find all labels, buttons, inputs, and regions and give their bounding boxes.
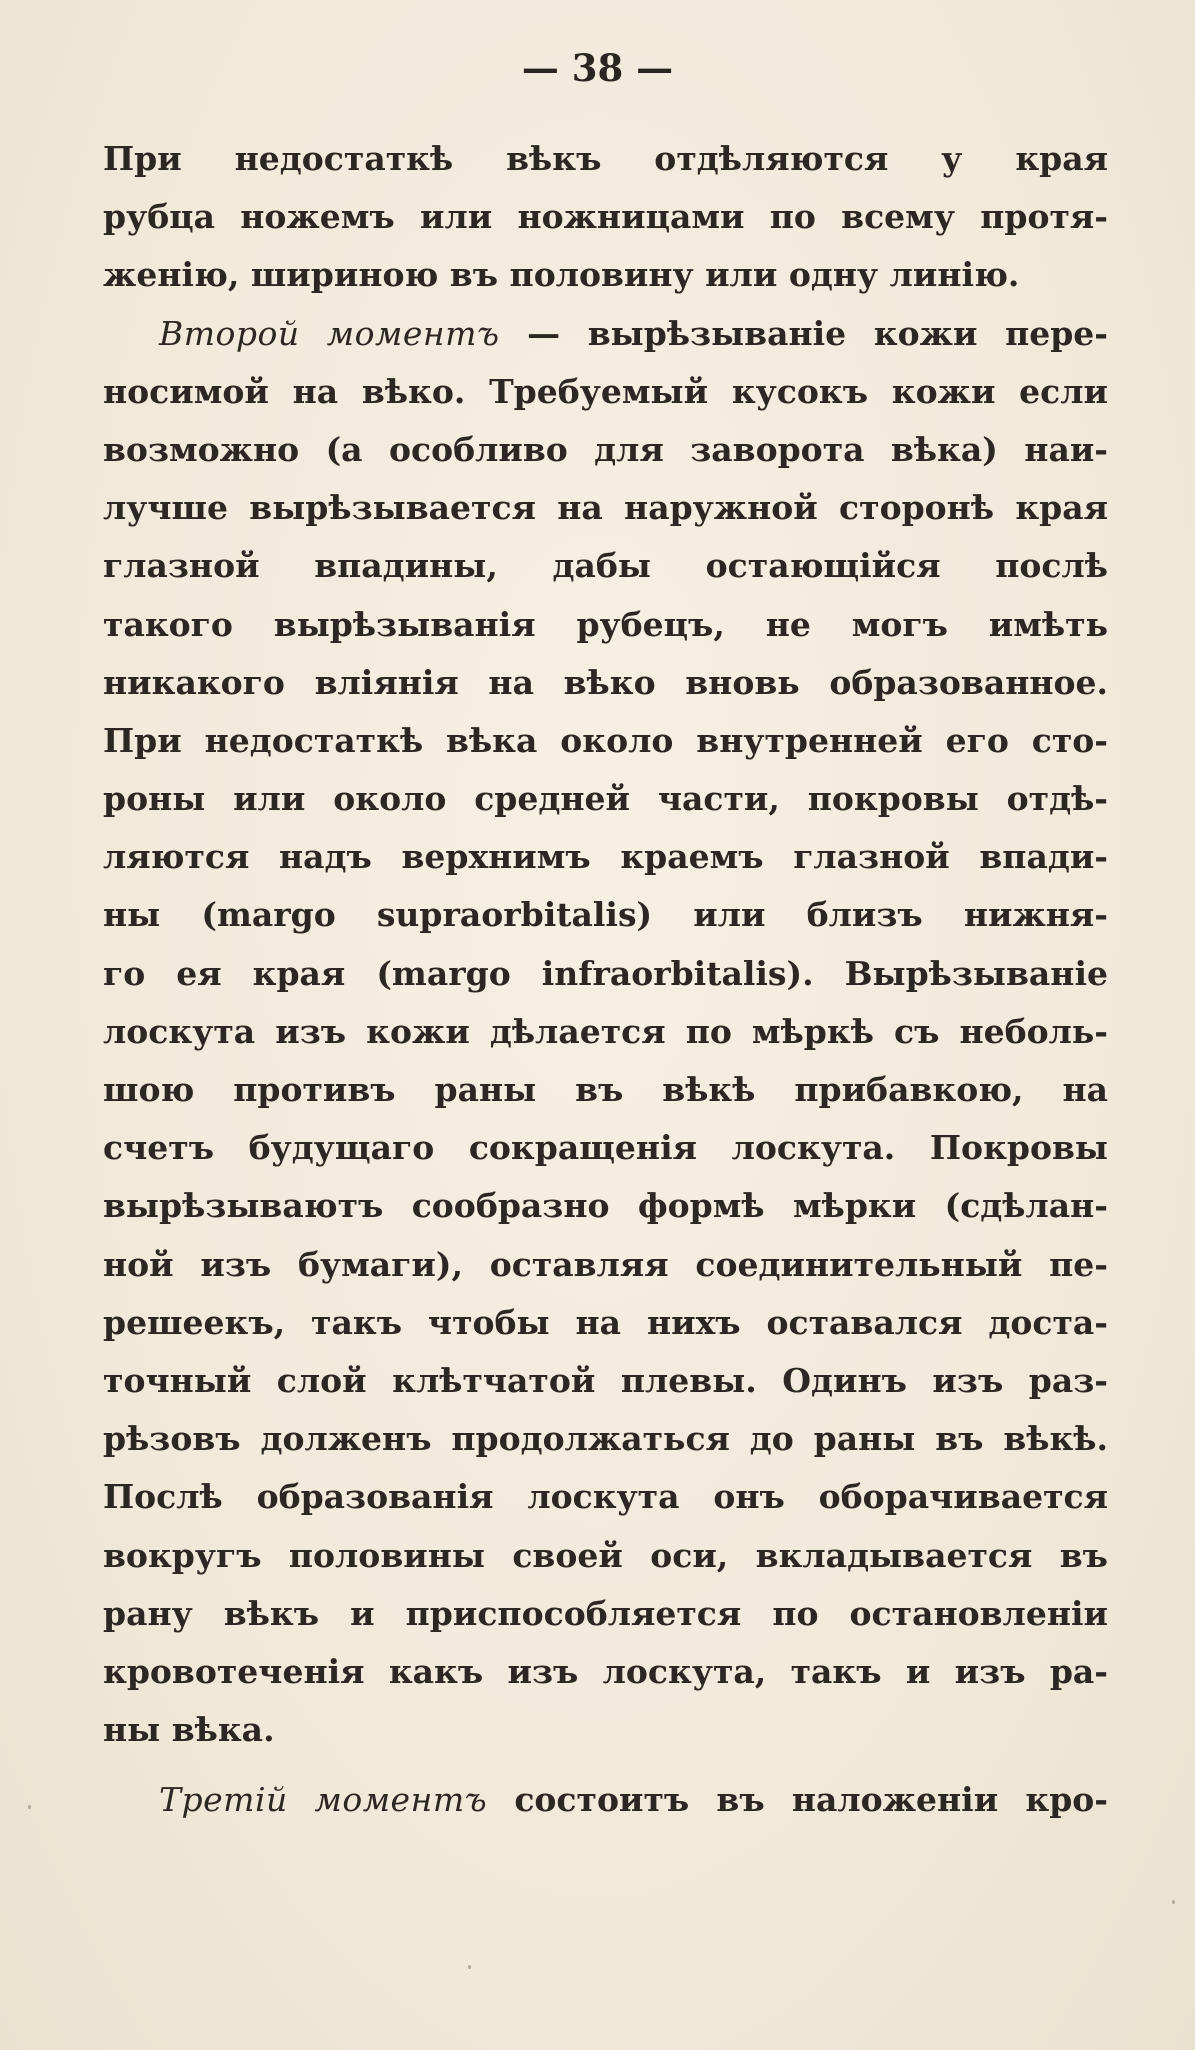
text-line: возможно (а особливо для заворота вѣка) наи- bbox=[103, 429, 1108, 469]
paper-speck bbox=[28, 1805, 31, 1809]
text-line: точный слой клѣтчатой плевы. Одинъ изъ раз- bbox=[103, 1360, 1108, 1400]
text-line: Послѣ образованія лоскута онъ оборачивается bbox=[103, 1477, 1108, 1517]
text-line: При недостаткѣ вѣка около внутренней его сто- bbox=[103, 720, 1108, 760]
text-line: ляются надъ верхнимъ краемъ глазной впади- bbox=[103, 837, 1108, 877]
page-number: — 38 — bbox=[521, 46, 674, 90]
text-line: решеекъ, такъ чтобы на нихъ оставался доста- bbox=[103, 1302, 1108, 1342]
text-line: ной изъ бумаги), оставляя соединительный пе- bbox=[103, 1244, 1108, 1284]
line-rest: — вырѣзываніе кожи пере- bbox=[499, 313, 1109, 353]
text-line: рубца ножемъ или ножницами по всему протя- bbox=[103, 197, 1108, 237]
text-line: роны или около средней части, покровы отдѣ- bbox=[103, 779, 1108, 819]
text-line: счетъ будущаго сокращенія лоскута. Покровы bbox=[103, 1128, 1108, 1168]
text-line: При недостаткѣ вѣкъ отдѣляются у края bbox=[103, 139, 1108, 178]
text-line: ны (margo supraorbitalis) или близъ нижня- bbox=[103, 895, 1108, 935]
italic-heading: Второй моментъ bbox=[159, 313, 500, 353]
text-line: го ея края (margo infraorbitalis). Вырѣзываніе bbox=[103, 953, 1108, 993]
italic-heading: Третій моментъ bbox=[159, 1780, 488, 1820]
text-line: глазной впадины, дабы остающійся послѣ bbox=[103, 546, 1108, 586]
text-line bbox=[103, 305, 1108, 363]
text-line: женію, шириною въ половину или одну линію. bbox=[103, 255, 1020, 295]
text-line: такого вырѣзыванія рубецъ, не могъ имѣть bbox=[103, 604, 1108, 644]
text-line: рѣзовъ долженъ продолжаться до раны въ вѣкѣ. bbox=[103, 1419, 1108, 1459]
text-line: вырѣзываютъ сообразно формѣ мѣрки (сдѣлан- bbox=[103, 1186, 1108, 1226]
text-line: лоскута изъ кожи дѣлается по мѣркѣ съ неболь- bbox=[103, 1011, 1108, 1051]
text-line: никакого вліянія на вѣко вновь образованное. bbox=[103, 662, 1108, 702]
text-line: рану вѣкъ и приспособляется по остановленіи bbox=[103, 1593, 1108, 1633]
text-line: ны вѣка. bbox=[103, 1710, 275, 1750]
paper-speck bbox=[468, 1965, 471, 1969]
text-line: вокругъ половины своей оси, вкладывается въ bbox=[103, 1535, 1108, 1575]
text-line bbox=[103, 1771, 1108, 1829]
text-line: носимой на вѣко. Требуемый кусокъ кожи если bbox=[103, 371, 1108, 411]
text-line: шою противъ раны въ вѣкѣ прибавкою, на bbox=[103, 1070, 1108, 1109]
text-line: лучше вырѣзывается на наружной сторонѣ края bbox=[103, 488, 1108, 528]
line-rest: состоитъ въ наложеніи кро- bbox=[487, 1780, 1108, 1820]
text-line: кровотеченія какъ изъ лоскута, такъ и изъ ра- bbox=[103, 1651, 1108, 1691]
body-text bbox=[103, 130, 1108, 1829]
paper-speck bbox=[1172, 1900, 1175, 1904]
